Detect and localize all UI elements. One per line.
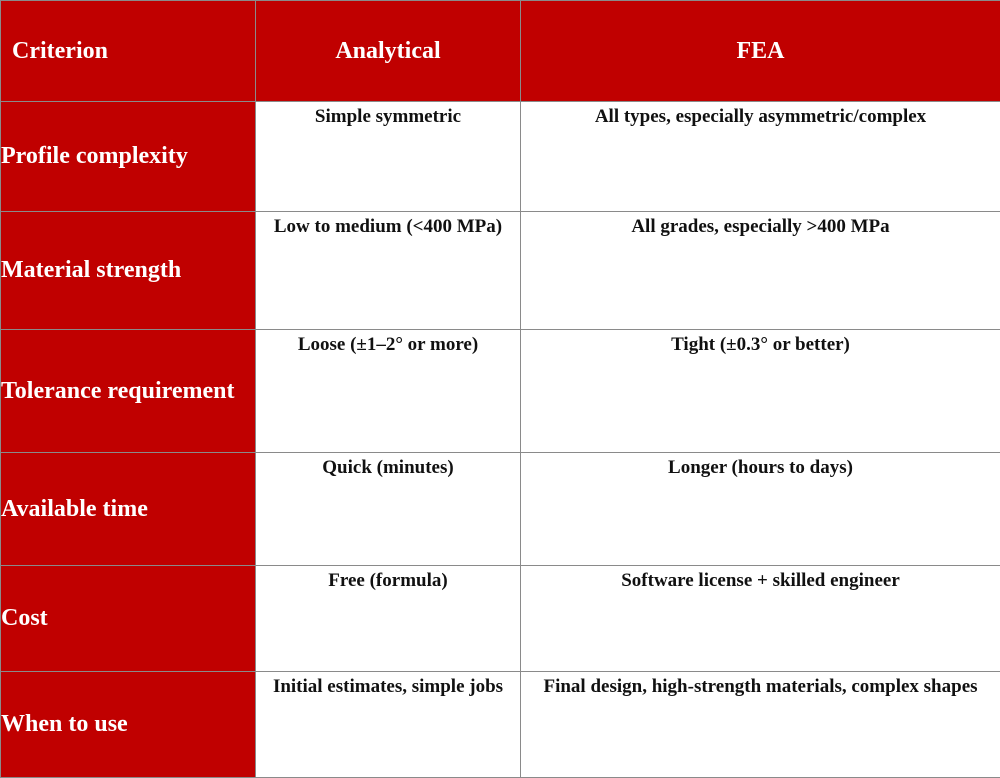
fea-cell: Final design, high-strength materials, complex shapes	[521, 672, 1000, 778]
analytical-cell: Quick (minutes)	[256, 453, 521, 566]
fea-cell: Longer (hours to days)	[521, 453, 1000, 566]
header-analytical: Analytical	[256, 1, 521, 102]
table-row	[1, 330, 1000, 453]
header-fea: FEA	[521, 1, 1000, 102]
table-row	[1, 672, 1000, 778]
analytical-cell: Initial estimates, simple jobs	[256, 672, 521, 778]
fea-cell: Tight (±0.3° or better)	[521, 330, 1000, 453]
table-row	[1, 102, 1000, 212]
header-row	[1, 1, 1000, 102]
criterion-cell: Material strength	[1, 212, 256, 330]
criterion-cell: Tolerance requirement	[1, 330, 256, 453]
criterion-cell: Profile complexity	[1, 102, 256, 212]
header-criterion: Criterion	[1, 1, 256, 102]
criterion-cell: Cost	[1, 566, 256, 672]
analytical-cell: Loose (±1–2° or more)	[256, 330, 521, 453]
criterion-cell: When to use	[1, 672, 256, 778]
fea-cell: All types, especially asymmetric/complex	[521, 102, 1000, 212]
table-row	[1, 453, 1000, 566]
analytical-cell: Simple symmetric	[256, 102, 521, 212]
analytical-cell: Free (formula)	[256, 566, 521, 672]
table-row	[1, 212, 1000, 330]
fea-cell: Software license + skilled engineer	[521, 566, 1000, 672]
table-row	[1, 566, 1000, 672]
criterion-cell: Available time	[1, 453, 256, 566]
fea-cell: All grades, especially >400 MPa	[521, 212, 1000, 330]
analytical-cell: Low to medium (<400 MPa)	[256, 212, 521, 330]
